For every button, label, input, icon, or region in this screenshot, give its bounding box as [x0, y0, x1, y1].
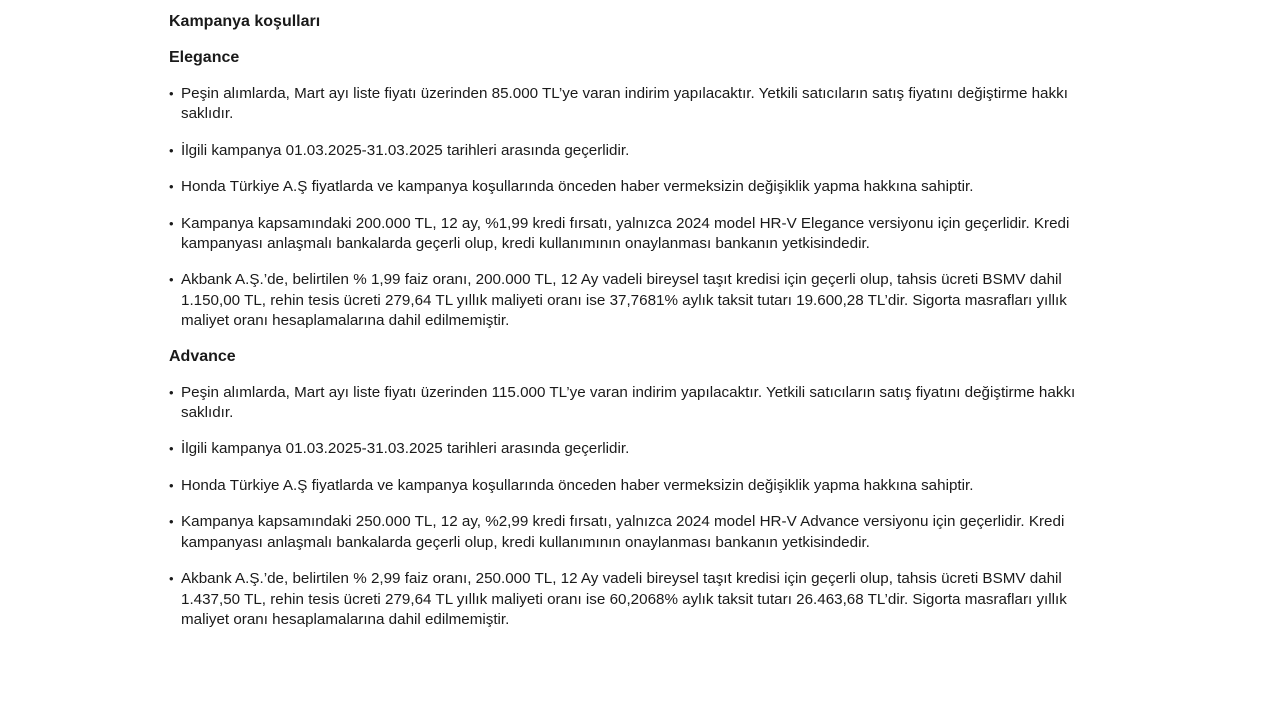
- campaign-terms: [169, 11, 1114, 630]
- list-item-text: Honda Türkiye A.Ş fiyatlarda ve kampanya koşullarında önceden haber vermeksizin değişiklik yapma hakkına sahiptir.: [181, 476, 974, 494]
- list-item-text: İlgili kampanya 01.03.2025-31.03.2025 tarihleri arasında geçerlidir.: [181, 440, 630, 458]
- advance-terms-list: [169, 383, 1114, 631]
- bullet-icon: •: [169, 179, 174, 195]
- list-item-text: Honda Türkiye A.Ş fiyatlarda ve kampanya koşullarında önceden haber vermeksizin değişiklik yapma hakkına sahiptir.: [181, 178, 974, 196]
- list-item: [169, 270, 1114, 331]
- list-item: [169, 84, 1114, 125]
- list-item-text: Kampanya kapsamındaki 200.000 TL, 12 ay, %1,99 kredi fırsatı, yalnızca 2024 model HR-V Elegance versiyonu için geçerlidir. Kredi kampanyası anlaşmalı bankalarda geçerli olup, kredi kullanımının onaylanması bankanın yetkisindedir.: [181, 214, 1070, 253]
- list-item-text: Peşin alımlarda, Mart ayı liste fiyatı üzerinden 115.000 TL’ye varan indirim yapılacaktır. Yetkili satıcıların satış fiyatını değiştirme hakkı saklıdır.: [181, 383, 1076, 422]
- list-item: [169, 141, 1114, 161]
- list-item: [169, 439, 1114, 459]
- bullet-icon: •: [169, 571, 174, 587]
- bullet-icon: •: [169, 215, 174, 231]
- list-item-text: Akbank A.Ş.’de, belirtilen % 2,99 faiz oranı, 250.000 TL, 12 Ay vadeli bireysel taşıt kredisi için geçerli olup, tahsis ücreti BSMV dahil 1.437,50 TL, rehin tesis ücreti 279,64 TL yıllık maliyeti oranı ise 60,2068% aylık taksit tutarı 26.463,68 TL’dir. Sigorta masrafları yıllık maliyet oranı hesaplamalarına dahil edilmemiştir.: [181, 570, 1067, 628]
- list-item-text: Kampanya kapsamındaki 250.000 TL, 12 ay, %2,99 kredi fırsatı, yalnızca 2024 model HR-V Advance versiyonu için geçerlidir. Kredi kampanyası anlaşmalı bankalarda geçerli olup, kredi kullanımının onaylanması bankanın yetkisindedir.: [181, 513, 1065, 551]
- list-item: [169, 177, 1114, 197]
- bullet-icon: •: [169, 142, 174, 158]
- list-item: [169, 569, 1114, 630]
- bullet-icon: •: [169, 514, 174, 530]
- list-item-text: İlgili kampanya 01.03.2025-31.03.2025 tarihleri arasında geçerlidir.: [181, 141, 630, 159]
- list-item: [169, 512, 1114, 553]
- list-item: [169, 476, 1114, 496]
- bullet-icon: •: [169, 86, 174, 101]
- list-item-text: Akbank A.Ş.’de, belirtilen % 1,99 faiz oranı, 200.000 TL, 12 Ay vadeli bireysel taşıt kredisi için geçerli olup, tahsis ücreti BSMV dahil 1.150,00 TL, rehin tesis ücreti 279,64 TL yıllık maliyeti oranı ise 37,7681% aylık taksit tutarı 19.600,28 TL’dir. Sigorta masrafları yıllık maliyet oranı hesaplamalarına dahil edilmemiştir.: [181, 271, 1067, 330]
- list-item-text: Peşin alımlarda, Mart ayı liste fiyatı üzerinden 85.000 TL’ye varan indirim yapılacaktır. Yetkili satıcıların satış fiyatını değiştirme hakkı saklıdır.: [181, 85, 1068, 123]
- bullet-icon: •: [169, 477, 174, 493]
- page-title: Kampanya koşulları: [169, 13, 321, 30]
- bullet-icon: •: [169, 441, 174, 457]
- elegance-terms-list: [169, 84, 1114, 332]
- bullet-icon: •: [169, 272, 174, 288]
- list-item: [169, 214, 1114, 255]
- section-title-elegance: Elegance: [169, 49, 240, 66]
- section-title-advance: Advance: [169, 347, 236, 365]
- list-item: [169, 383, 1114, 424]
- bullet-icon: •: [169, 384, 174, 400]
